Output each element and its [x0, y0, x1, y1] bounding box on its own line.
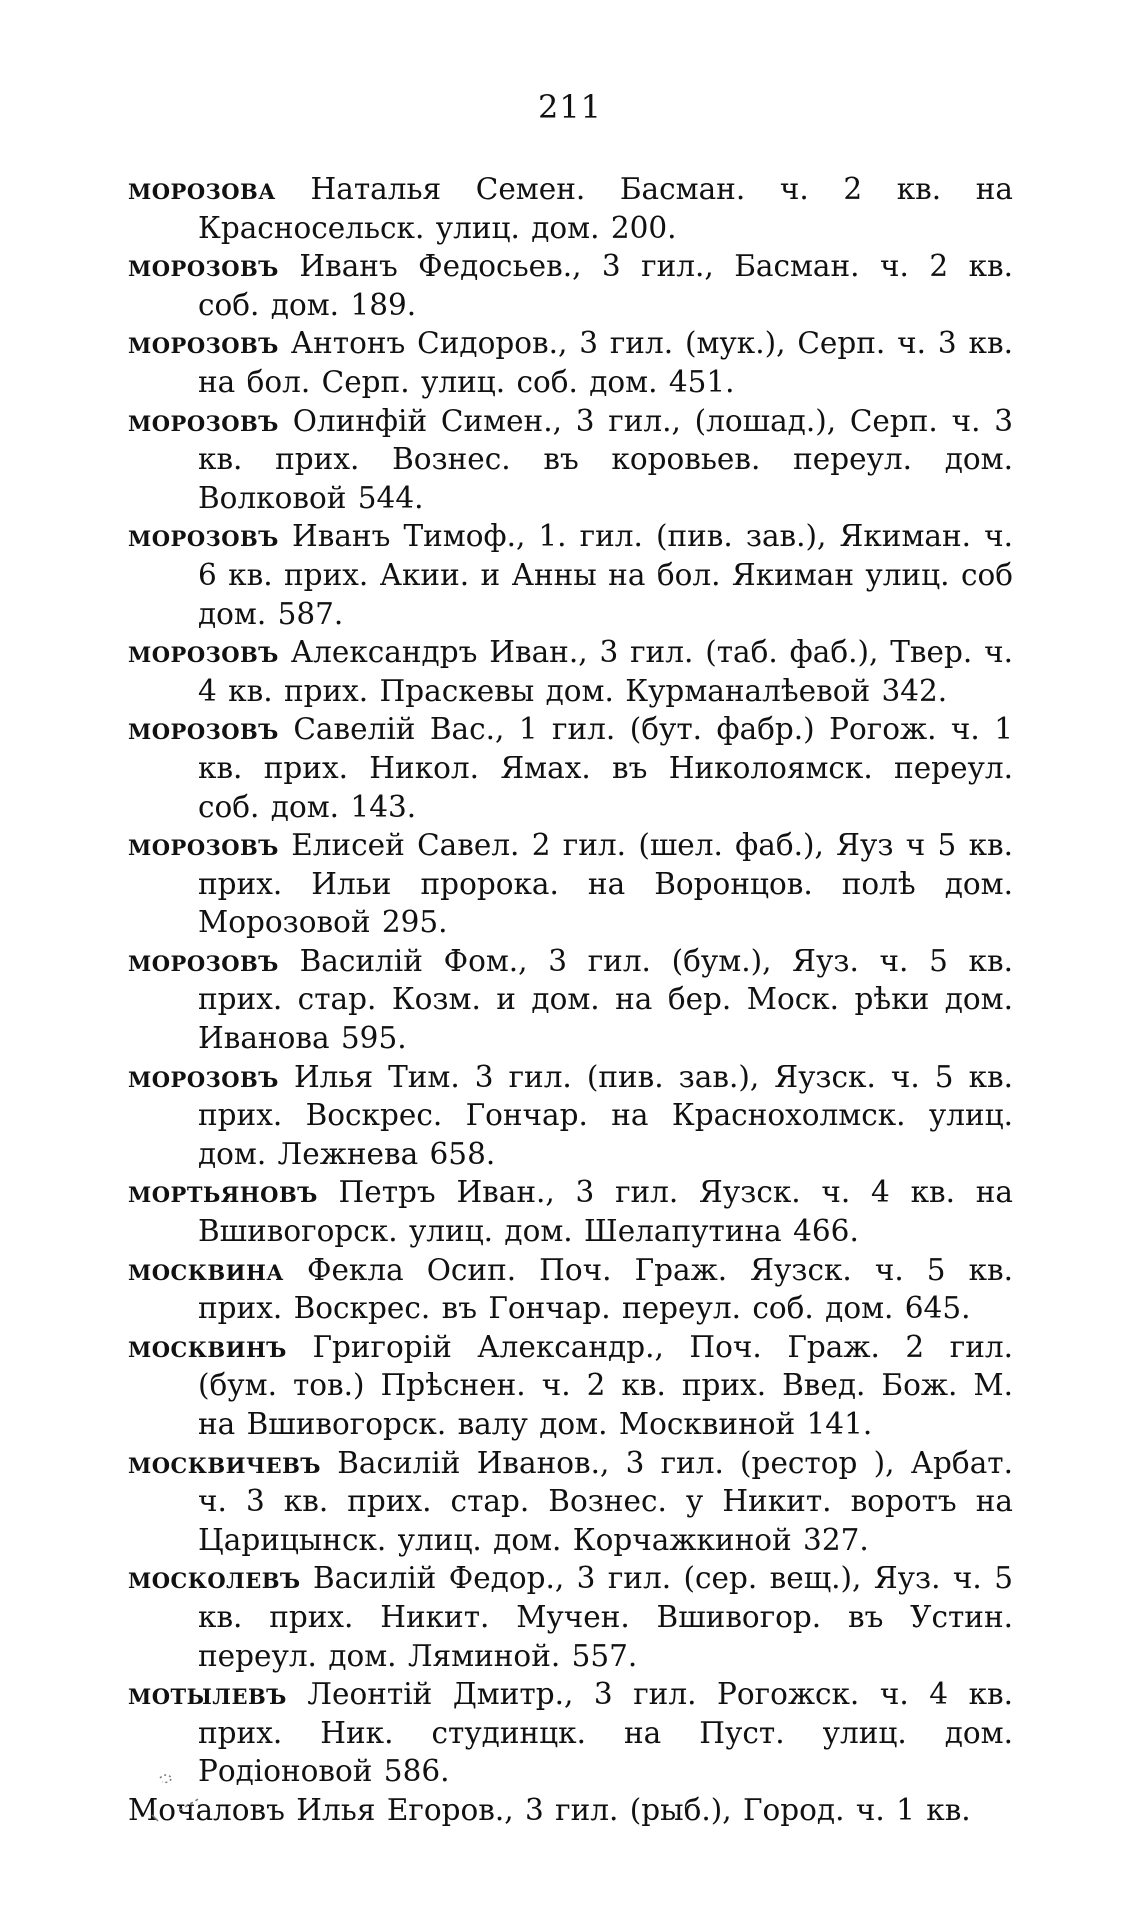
entry-text: Наталья Семен. Басман. ч. 2 кв. на Красносельск. улиц. дом. 200. [198, 172, 1013, 245]
directory-entry [128, 1173, 1013, 1250]
entry-surname: москвина [128, 1251, 284, 1287]
entry-surname: москвинъ [128, 1328, 287, 1364]
entry-surname: мортьяновъ [128, 1174, 318, 1210]
entry-text: Иванъ Тимоф., 1. гил. (пив. зав.), Якиман. ч. 6 кв. прих. Акии. и Анны на бол. Якиман улиц. соб дом. 587. [198, 519, 1013, 631]
directory-entry [128, 710, 1013, 826]
entry-text: Елисей Савел. 2 гил. (шел. фаб.), Яуз ч 5 кв. прих. Ильи пророка. на Воронцов. полѣ дом. Морозовой 295. [198, 828, 1013, 940]
directory-entry [128, 324, 1013, 401]
scan-marks [150, 1770, 230, 1830]
directory-entry [128, 402, 1013, 518]
entry-text: Леонтiй Дмитр., 3 гил. Рогожск. ч. 4 кв. прих. Ник. студинцк. на Пуст. улиц. дом. Родiоновой 586. [198, 1677, 1013, 1789]
entry-text: Фекла Осип. Поч. Граж. Яузск. ч. 5 кв. прих. Воскрес. въ Гончар. переул. соб. дом. 645. [198, 1252, 1013, 1326]
directory-entry [128, 1251, 1013, 1328]
directory-entry [128, 1328, 1013, 1444]
directory-entry [128, 1675, 1013, 1791]
entry-text: Антонъ Сидоров., 3 гил. (мук.), Серп. ч. 3 кв. на бол. Серп. улиц. соб. дом. 451. [198, 326, 1013, 399]
entry-surname: морозовъ [128, 711, 279, 747]
directory-entry [128, 247, 1013, 324]
directory-entry [128, 1791, 1013, 1830]
entry-surname: морозовъ [128, 942, 279, 978]
entry-surname: морозова [128, 171, 276, 206]
directory-entries [128, 170, 1013, 1830]
directory-entry [128, 826, 1013, 942]
entry-text: Григорiй Александр., Поч. Граж. 2 гил. (бум. тов.) Прѣснен. ч. 2 кв. прих. Введ. Бож. М. на Вшивогорск. валу дом. Москвиной 141. [198, 1329, 1013, 1441]
entry-text: Василiй Иванов., 3 гил. (рестор ), Арбат. ч. 3 кв. прих. стар. Вознес. у Никит. воротъ на Царицынск. улиц. дом. Корчажкиной 327. [198, 1445, 1013, 1557]
entry-text: Иванъ Федосьев., 3 гил., Басман. ч. 2 кв. соб. дом. 189. [198, 249, 1013, 322]
directory-entry [128, 942, 1013, 1058]
directory-entry [128, 1444, 1013, 1560]
entry-surname: москвичевъ [128, 1444, 321, 1480]
entry-surname: морозовъ [128, 518, 279, 554]
entry-surname: мотылевъ [128, 1676, 287, 1712]
directory-entry [128, 170, 1013, 247]
entry-text: Александръ Иван., 3 гил. (таб. фаб.), Твер. ч. 4 кв. прих. Праскевы дом. Курманалѣевой 342. [198, 635, 1013, 708]
directory-entry [128, 517, 1013, 633]
entry-text: Василiй Фом., 3 гил. (бум.), Яуз. ч. 5 кв. прих. стар. Козм. и дом. на бер. Моск. рѣки дом. Иванова 595. [198, 943, 1013, 1056]
entry-text: Петръ Иван., 3 гил. Яузск. ч. 4 кв. на Вшивогорск. улиц. дом. Шелапутина 466. [198, 1175, 1013, 1249]
page-number: 211 [537, 88, 603, 126]
entry-text: Илья Тим. 3 гил. (пив. зав.), Яузск. ч. 5 кв. прих. Воскрес. Гончар. на Краснохолмск. улиц. дом. Лежнева 658. [198, 1059, 1013, 1171]
directory-entry [128, 1058, 1013, 1174]
directory-entry [128, 1559, 1013, 1675]
entry-text: Мочаловъ Илья Егоров., 3 гил. (рыб.), Город. ч. 1 кв. [128, 1792, 971, 1827]
entry-surname: морозовъ [128, 402, 279, 438]
entry-surname: морозовъ [128, 827, 279, 863]
entry-surname: морозовъ [128, 325, 279, 361]
entry-text: Савелiй Вас., 1 гил. (бут. фабр.) Рогож. ч. 1 кв. прих. Никол. Ямах. въ Николоямск. переул. соб. дом. 143. [198, 712, 1013, 824]
directory-entry [128, 633, 1013, 710]
entry-surname: москолевъ [128, 1560, 301, 1596]
entry-surname: морозовъ [128, 1058, 279, 1094]
entry-text: Василiй Федор., 3 гил. (сер. вещ.), Яуз. ч. 5 кв. прих. Никит. Мучен. Вшивогор. въ Устин. переул. дом. Ляминой. 557. [198, 1561, 1013, 1673]
entry-surname: морозовъ [128, 248, 279, 284]
entry-surname: морозовъ [128, 634, 279, 670]
entry-text: Олинфiй Симен., 3 гил., (лошад.), Серп. ч. 3 кв. прих. Вознес. въ коровьев. переул. дом. Волковой 544. [198, 403, 1013, 515]
